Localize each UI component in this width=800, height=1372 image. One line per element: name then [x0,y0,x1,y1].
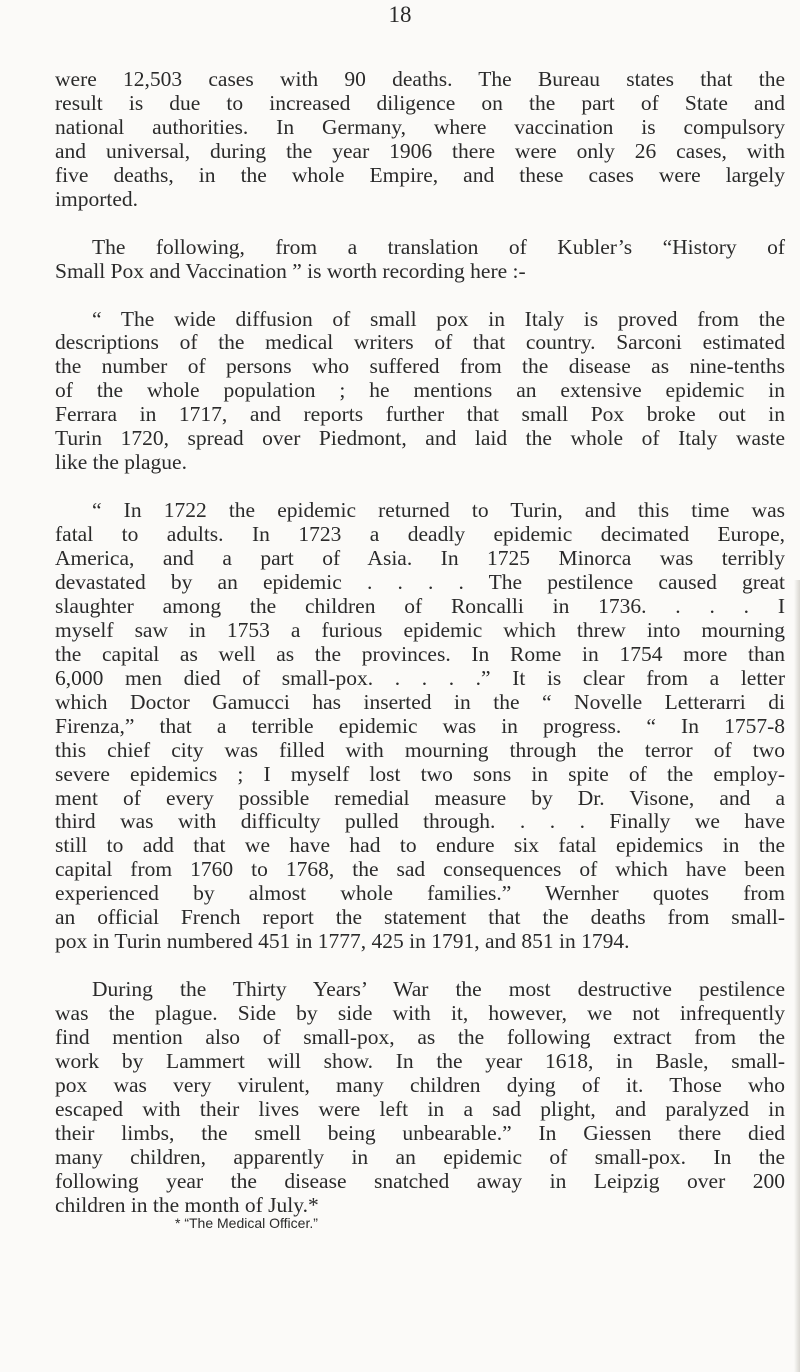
text-line: still to add that we have had to endure six fatal epidemics in the [55,833,785,858]
text-line: The following, from a translation of Kubler’s “History of [92,234,785,259]
text-line: their limbs, the smell being unbearable.” In Giessen there died [55,1120,785,1145]
text-line: was the plague. Side by side with it, however, we not infrequently [55,1001,785,1026]
text-line: 6,000 men died of small-pox. . . . .” It is clear from a letter [55,665,785,690]
text-line: an official French report the statement that the deaths from small- [55,905,785,930]
text-line: pox was very virulent, many children dying of it. Those who [55,1072,785,1097]
text-line: find mention also of small-pox, as the following extract from the [55,1025,785,1049]
text-line: slaughter among the children of Roncalli in 1736. . . . I [55,593,785,618]
text-line: pox in Turin numbered 451 in 1777, 425 in 1791, and 851 in 1794. [55,929,630,954]
text-line: many children, apparently in an epidemic of small-pox. In the [55,1144,785,1169]
text-line: experienced by almost whole families.” Wernher quotes from [55,881,785,906]
text-line: the capital as well as the provinces. In Rome in 1754 more than [55,641,785,666]
text-line: Ferrara in 1717, and reports further that small Pox broke out in [55,402,785,427]
text-line: following year the disease snatched away in Leipzig over 200 [55,1168,785,1193]
text-line: which Doctor Gamucci has inserted in the “ Novelle Letterarri di [55,689,785,714]
text-line: children in the month of July.* [55,1192,319,1217]
text-line: Turin 1720, spread over Piedmont, and laid the whole of Italy waste [55,426,785,451]
footnote: * “The Medical Officer.” [175,1215,318,1231]
text-line: this chief city was filled with mourning through the terror of two [55,737,785,762]
text-line: result is due to increased diligence on the part of State and [55,90,785,115]
text-line: like the plague. [55,450,187,475]
text-line: “ The wide diffusion of small pox in Italy is proved from the [92,306,785,331]
page-number: 18 [388,2,412,27]
page-edge-shadow [794,580,800,1372]
text-line: “ In 1722 the epidemic returned to Turin, and this time was [92,498,785,523]
text-line: Firenza,” that a terrible epidemic was in progress. “ In 1757-8 [55,713,785,738]
text-line: ment of every possible remedial measure by Dr. Visone, and a [55,785,785,810]
text-line: and universal, during the year 1906 there were only 26 cases, with [55,138,785,163]
text-line: imported. [55,186,138,211]
text-line: five deaths, in the whole Empire, and these cases were largely [55,162,785,187]
text-line: devastated by an epidemic . . . . The pestilence caused great [55,569,785,594]
text-line: myself saw in 1753 a furious epidemic which threw into mourning [55,617,785,642]
text-line: third was with difficulty pulled through. . . . Finally we have [55,809,785,834]
text-line: During the Thirty Years’ War the most destructive pestilence [92,977,785,1002]
text-line: descriptions of the medical writers of that country. Sarconi estimated [55,330,785,355]
text-line: work by Lammert will show. In the year 1618, in Basle, small- [55,1048,785,1073]
text-line: national authorities. In Germany, where vaccination is compulsory [55,114,785,139]
text-line: capital from 1760 to 1768, the sad consequences of which have been [55,857,785,882]
text-line: the number of persons who suffered from the disease as nine-tenths [55,354,785,379]
text-line: severe epidemics ; I myself lost two sons in spite of the employ- [55,761,785,786]
text-line: were 12,503 cases with 90 deaths. The Bureau states that the [55,67,785,91]
text-line: America, and a part of Asia. In 1725 Minorca was terribly [55,546,785,570]
text-line: of the whole population ; he mentions an extensive epidemic in [55,378,785,403]
text-line: Small Pox and Vaccination ” is worth recording here :- [55,258,526,283]
text-line: escaped with their lives were left in a sad plight, and paralyzed in [55,1096,785,1121]
text-line: fatal to adults. In 1723 a deadly epidemic decimated Europe, [55,522,785,547]
